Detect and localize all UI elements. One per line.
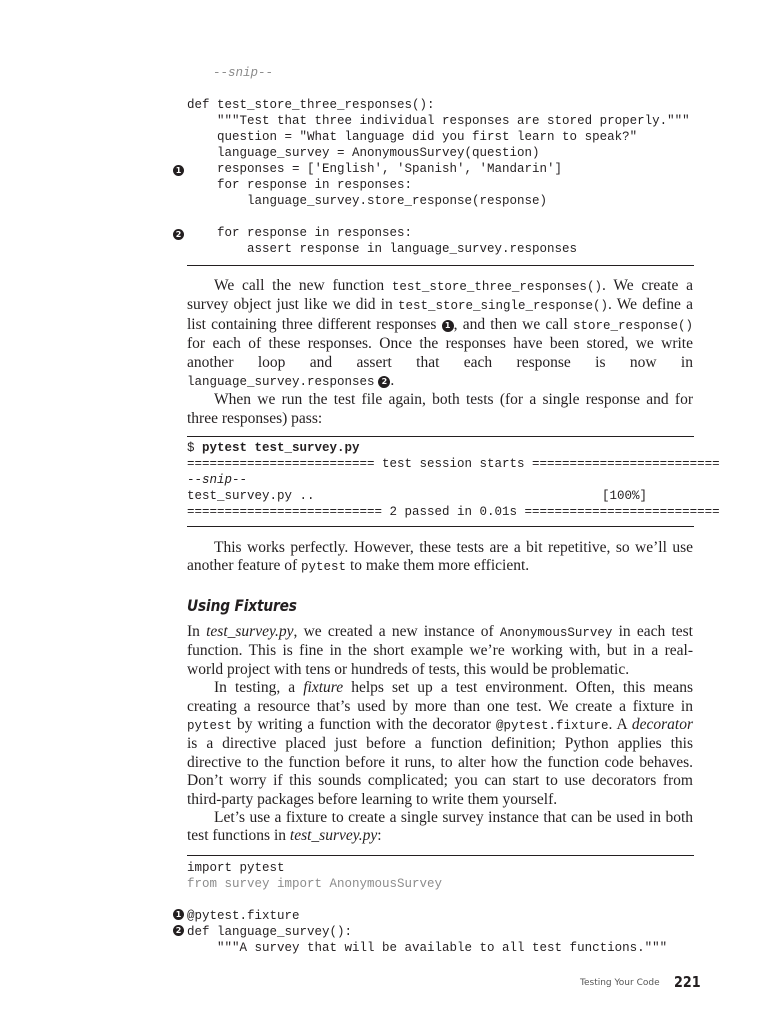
inline-code: @pytest.fixture <box>495 719 609 734</box>
terminal-progress: [100%] <box>601 489 647 503</box>
inline-code: language_survey.responses <box>187 375 375 390</box>
footer-chapter-title: Testing Your Code <box>580 978 660 988</box>
code-block-1 <box>187 97 690 257</box>
text: In testing, a <box>214 679 304 697</box>
prose-section-1 <box>187 277 693 428</box>
code-line: language_survey.store_response(response) <box>187 194 548 208</box>
inline-code: test_store_single_response() <box>397 299 608 314</box>
terminal-prompt: $ <box>187 441 203 455</box>
prose-section-2 <box>187 539 693 577</box>
code-line: """A survey that will be available to all test functions.""" <box>187 941 668 955</box>
code-line: """Test that three individual responses are stored properly.""" <box>187 114 690 128</box>
code-line: language_survey = AnonymousSurvey(question) <box>187 146 540 160</box>
text: Let’s use a fixture to create a single survey instance that can be used in both test functions in <box>187 809 693 845</box>
callout-2-icon: 2 <box>378 376 390 388</box>
code-line: for response in responses: <box>187 226 413 240</box>
italic-term: fixture <box>303 679 344 697</box>
text: to make them more efficient. <box>346 557 530 575</box>
terminal-command: pytest test_survey.py <box>202 441 360 455</box>
text: is a directive placed just before a function definition; Python applies this directive to the function before it runs, to alter how the function code behaves. Don’t worry if this sounds complicated; you can start to use decorators from third-party packages before learning to write them yourself. <box>187 735 693 808</box>
italic-term: decorator <box>631 716 693 734</box>
italic-filename: test_survey.py <box>206 623 294 640</box>
code-snip-marker: --snip-- <box>213 66 274 80</box>
paragraph-new-function <box>187 277 693 391</box>
code-line: from survey import AnonymousSurvey <box>187 877 443 891</box>
code-block-2 <box>187 860 667 956</box>
page-number: 221 <box>674 973 701 991</box>
inline-code: test_store_three_responses() <box>391 280 602 294</box>
code-line <box>187 209 690 225</box>
text: by writing a function with the decorator <box>232 716 496 734</box>
terminal-snip-line: --snip-- <box>187 473 248 487</box>
text: We call the new function <box>214 277 392 294</box>
italic-filename: test_survey.py <box>289 827 378 845</box>
paragraph-instance <box>187 623 693 679</box>
text: This works perfectly. However, these tests are a bit repetitive, so we’ll use another feature of <box>187 539 693 575</box>
text: for each of these responses. Once the responses have been stored, we write another loop and assert that each response is now in <box>187 335 693 371</box>
terminal-command-line <box>187 440 694 456</box>
text: in each test function. This is fine in the short example we’re working with, but in a real-world project with tens or hundreds of tests, this would be problematic. <box>187 623 693 678</box>
code-blank-line <box>187 892 667 908</box>
code-bottom-rule <box>187 265 694 266</box>
code2-top-rule <box>187 855 694 856</box>
terminal-result: test_survey.py .. <box>187 489 315 503</box>
terminal-output <box>187 440 720 520</box>
callout-1-icon: 1 <box>442 320 454 332</box>
inline-code: store_response() <box>572 318 693 333</box>
code-line: for response in responses: <box>187 178 413 192</box>
terminal-bottom-rule <box>187 526 694 527</box>
heading-using-fixtures: Using Fixtures <box>187 596 297 615</box>
paragraph-fixture-definition <box>187 679 693 809</box>
terminal-result-line <box>187 488 694 504</box>
code-line: @pytest.fixture <box>187 909 300 923</box>
paragraph-use-fixture <box>187 809 693 846</box>
text: . We define a list containing three different responses <box>187 296 693 333</box>
paragraph-repetitive <box>187 539 693 577</box>
text: . We create a survey object just like we did in <box>187 277 693 314</box>
terminal-session-line: ========================= test session starts ========================= <box>187 457 720 471</box>
code-line: assert response in language_survey.responses <box>187 242 578 256</box>
text: , we created a new instance of <box>293 623 500 640</box>
callout-1-icon: 1 <box>173 909 184 920</box>
text: . <box>390 372 395 390</box>
code-line: responses = ['English', 'Spanish', 'Mandarin'] <box>187 162 563 176</box>
code-line: import pytest <box>187 861 285 875</box>
text: . A <box>608 716 632 734</box>
terminal-top-rule <box>187 436 694 437</box>
code-line: def language_survey(): <box>187 925 353 939</box>
prose-section-3 <box>187 623 693 846</box>
terminal-passed-line: ========================== 2 passed in 0.01s ========================== <box>187 505 720 519</box>
code-line: def test_store_three_responses(): <box>187 98 435 112</box>
text: , and then we call <box>453 315 573 333</box>
callout-2-icon: 2 <box>173 925 184 936</box>
paragraph-run-tests: When we run the test file again, both tests (for a single response and for three responses) pass: <box>187 391 693 427</box>
text: In <box>187 623 207 640</box>
inline-code: AnonymousSurvey <box>499 626 613 640</box>
text: : <box>377 827 382 845</box>
inline-code: pytest <box>301 560 347 575</box>
section-heading <box>187 596 315 615</box>
inline-code: pytest <box>187 719 233 734</box>
callout-2-icon: 2 <box>173 229 184 240</box>
code-line: question = "What language did you first learn to speak?" <box>187 130 638 144</box>
callout-1-icon: 1 <box>173 165 184 176</box>
text: helps set up a test environment. Often, this means creating a resource that’s used by more than one test. We create a fixture in <box>187 679 694 715</box>
